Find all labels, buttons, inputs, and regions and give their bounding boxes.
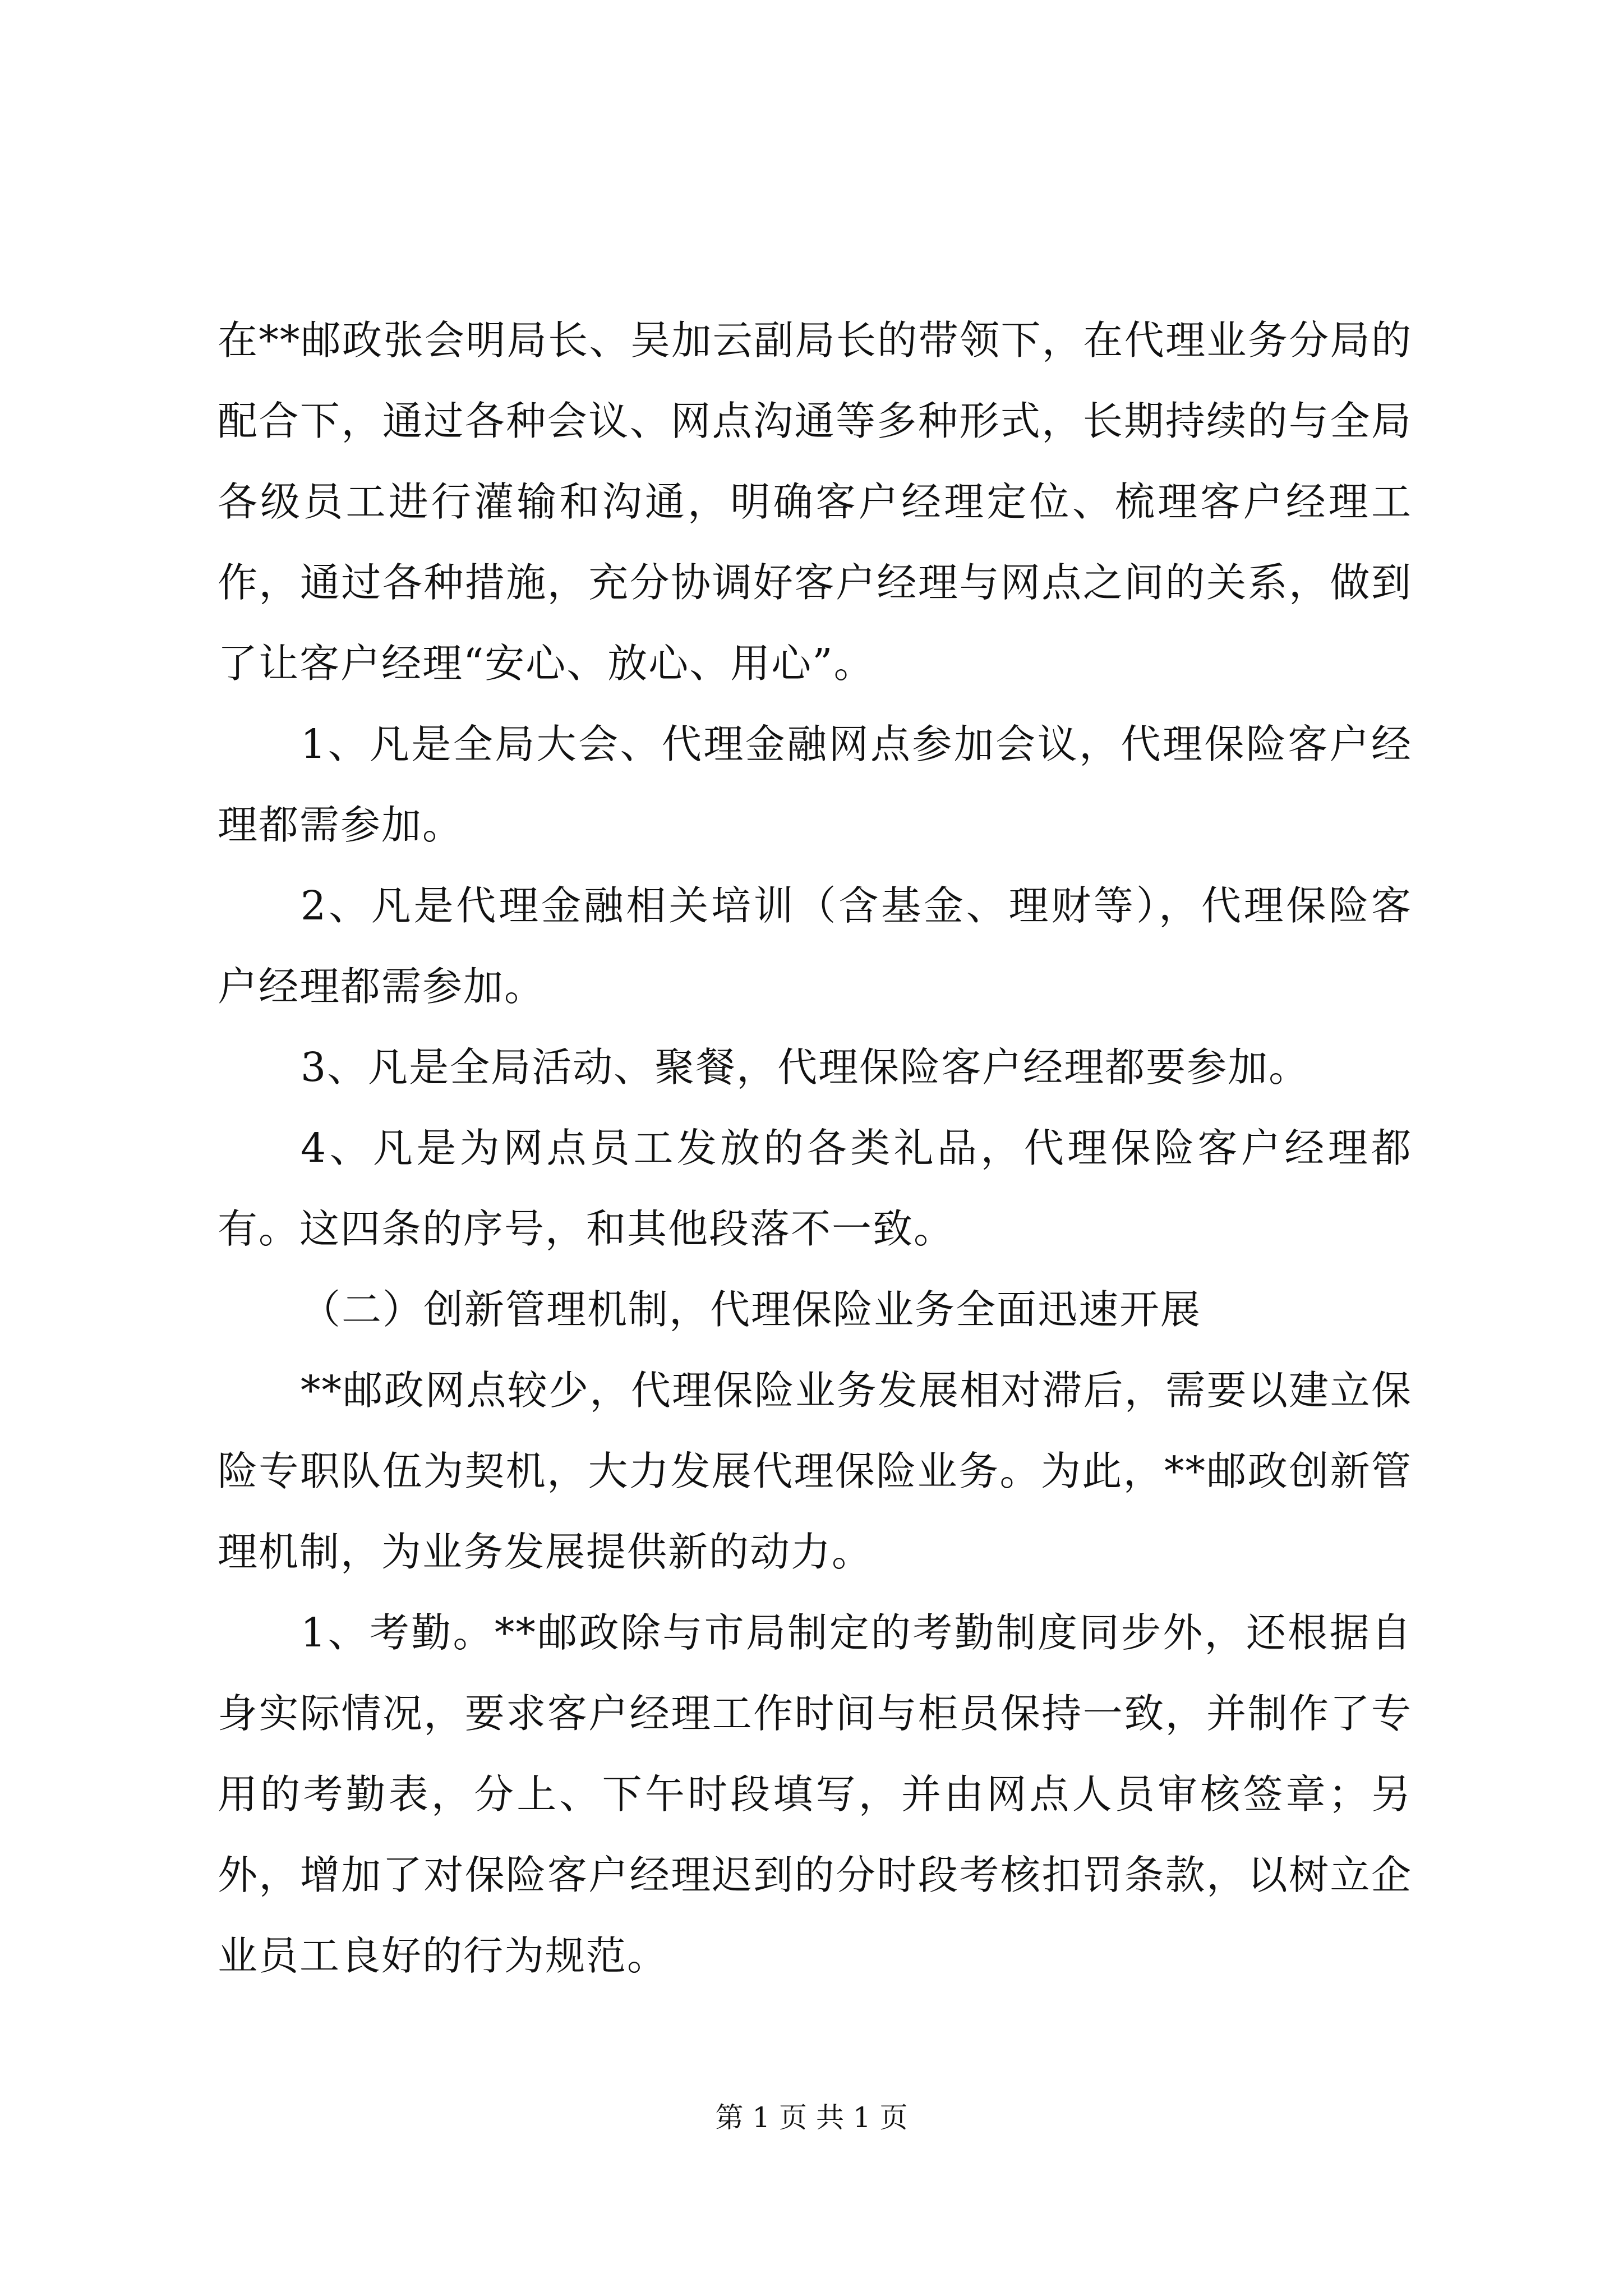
paragraph-item-3: 3、凡是全局活动、聚餐，代理保险客户经理都要参加。 bbox=[301, 1044, 1310, 1091]
paragraph-item-4: 4、凡是为网点员工发放的各类礼品，代理保险客户经理都有。这四条的序号，和其他段落不一致。 bbox=[218, 1125, 1412, 1252]
page-footer: 第 1 页 共 1 页 bbox=[715, 2101, 908, 2134]
paragraph-attendance: 1、考勤。**邮政除与市局制定的考勤制度同步外，还根据自身实际情况，要求客户经理工作时间与柜员保持一致，并制作了专用的考勤表，分上、下午时段填写，并由网点人员审核签章；另外，增加了对保险客户经理迟到的分时段考核扣罚条款，以树立企业员工良好的行为规范。 bbox=[218, 1609, 1412, 1979]
paragraph-item-1: 1、凡是全局大会、代理金融网点参加会议，代理保险客户经理都需参加。 bbox=[218, 721, 1412, 848]
paragraph-item-2: 2、凡是代理金融相关培训（含基金、理财等），代理保险客户经理都需参加。 bbox=[218, 882, 1412, 1010]
document-body bbox=[218, 300, 1412, 1996]
section-heading: （二）创新管理机制，代理保险业务全面迅速开展 bbox=[301, 1286, 1202, 1333]
paragraph-intro: 在**邮政张会明局长、吴加云副局长的带领下，在代理业务分局的配合下，通过各种会议、网点沟通等多种形式，长期持续的与全局各级员工进行灌输和沟通，明确客户经理定位、梳理客户经理工作，通过各种措施，充分协调好客户经理与网点之间的关系，做到了让客户经理“安心、放心、用心”。 bbox=[218, 317, 1412, 687]
paragraph-section-intro: **邮政网点较少，代理保险业务发展相对滞后，需要以建立保险专职队伍为契机，大力发展代理保险业务。为此，**邮政创新管理机制，为业务发展提供新的动力。 bbox=[218, 1367, 1412, 1575]
